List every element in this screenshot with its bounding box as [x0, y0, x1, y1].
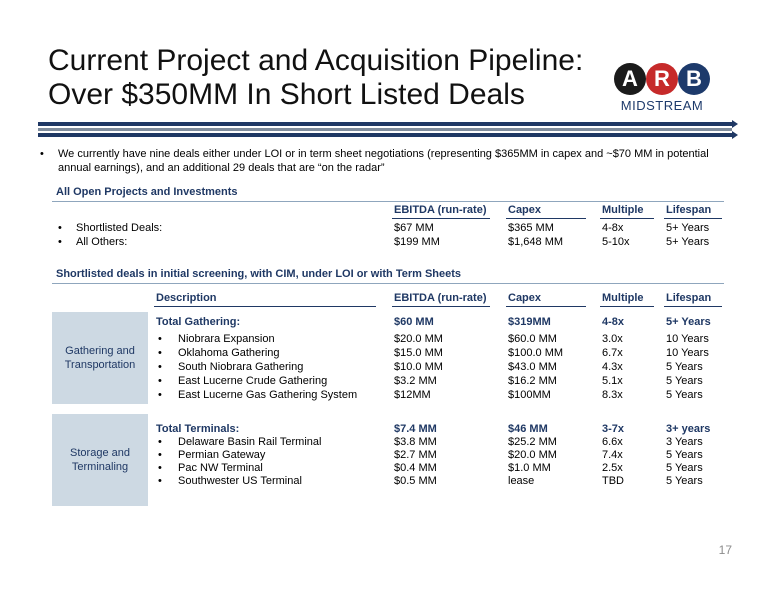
- bullet-dot: •: [158, 436, 162, 448]
- header-divider: [38, 120, 738, 140]
- row-ebitda: $3.2 MM: [394, 375, 437, 387]
- section-1-title-underline: [52, 201, 724, 202]
- row-lifespan: 5 Years: [666, 462, 703, 474]
- row-lifespan: 5+ Years: [666, 222, 710, 234]
- row-lifespan: 5+ Years: [666, 236, 710, 248]
- row-multiple: 5-10x: [602, 236, 630, 248]
- row-label: Oklahoma Gathering: [178, 347, 280, 359]
- row-ebitda: $2.7 MM: [394, 449, 437, 461]
- row-capex: $1.0 MM: [508, 462, 551, 474]
- row-label: All Others:: [76, 236, 128, 248]
- bullet-dot: •: [58, 222, 62, 234]
- bullet-dot: •: [58, 236, 62, 248]
- s1-header-ebitda: EBITDA (run-rate): [394, 204, 487, 216]
- row-lifespan: 10 Years: [666, 333, 709, 345]
- row-capex: $1,648 MM: [508, 236, 564, 248]
- row-label: South Niobrara Gathering: [178, 361, 304, 373]
- logo-subtitle: MIDSTREAM: [620, 98, 704, 113]
- total-capex: $319MM: [508, 316, 551, 328]
- total-lifespan: 3+ years: [666, 423, 711, 435]
- row-multiple: 7.4x: [602, 449, 623, 461]
- row-lifespan: 5 Years: [666, 361, 703, 373]
- arb-midstream-logo: [612, 63, 712, 117]
- bullet-dot: •: [158, 333, 162, 345]
- total-ebitda: $60 MM: [394, 316, 434, 328]
- bullet-dot: •: [158, 475, 162, 487]
- row-label: Pac NW Terminal: [178, 462, 263, 474]
- row-multiple: 6.6x: [602, 436, 623, 448]
- row-ebitda: $199 MM: [394, 236, 440, 248]
- section-1-title: All Open Projects and Investments: [56, 186, 238, 198]
- row-multiple: 5.1x: [602, 375, 623, 387]
- row-label: Southwester US Terminal: [178, 475, 302, 487]
- row-lifespan: 5 Years: [666, 375, 703, 387]
- s1-header-multiple: Multiple: [602, 204, 644, 216]
- s2-capex-underline: [506, 306, 586, 307]
- s2-header-description: Description: [156, 292, 217, 304]
- row-capex: $100.0 MM: [508, 347, 564, 359]
- total-multiple: 3-7x: [602, 423, 625, 435]
- s1-multiple-underline: [600, 218, 654, 219]
- row-capex: $365 MM: [508, 222, 554, 234]
- row-capex: $25.2 MM: [508, 436, 557, 448]
- section-2-title-underline: [52, 283, 724, 284]
- s1-lifespan-underline: [664, 218, 722, 219]
- row-multiple: TBD: [602, 475, 624, 487]
- row-multiple: 4.3x: [602, 361, 623, 373]
- total-ebitda: $7.4 MM: [394, 423, 437, 435]
- category-label: Storage and Terminaling: [70, 447, 130, 473]
- slide-title: [48, 44, 583, 112]
- logo-letter-b: B: [678, 63, 710, 95]
- row-ebitda: $0.4 MM: [394, 462, 437, 474]
- row-capex: lease: [508, 475, 535, 487]
- row-label: East Lucerne Gas Gathering System: [178, 389, 358, 401]
- total-label: Total Terminals:: [156, 423, 240, 435]
- logo-letter-a: A: [614, 63, 646, 95]
- bullet-dot: •: [40, 148, 44, 160]
- s2-header-capex: Capex: [508, 292, 542, 304]
- storage-category-box: [52, 414, 148, 506]
- row-lifespan: 10 Years: [666, 347, 709, 359]
- total-multiple: 4-8x: [602, 316, 625, 328]
- row-ebitda: $3.8 MM: [394, 436, 437, 448]
- row-multiple: 4-8x: [602, 222, 624, 234]
- logo-letter-r: R: [646, 63, 678, 95]
- bullet-dot: •: [158, 361, 162, 373]
- row-label: Permian Gateway: [178, 449, 266, 461]
- s2-ebitda-underline: [392, 306, 490, 307]
- page-number: 17: [718, 543, 732, 557]
- s2-multiple-underline: [600, 306, 654, 307]
- row-label: Niobrara Expansion: [178, 333, 275, 345]
- row-ebitda: $10.0 MM: [394, 361, 443, 373]
- row-lifespan: 5 Years: [666, 389, 703, 401]
- row-multiple: 3.0x: [602, 333, 623, 345]
- total-label: Total Gathering:: [156, 316, 241, 328]
- s2-header-ebitda: EBITDA (run-rate): [394, 292, 487, 304]
- bullet-dot: •: [158, 347, 162, 359]
- s2-description-underline: [154, 306, 376, 307]
- row-capex: $60.0 MM: [508, 333, 557, 345]
- row-ebitda: $67 MM: [394, 222, 434, 234]
- row-capex: $16.2 MM: [508, 375, 557, 387]
- intro-bullet: [40, 147, 718, 175]
- bullet-dot: •: [158, 462, 162, 474]
- row-multiple: 6.7x: [602, 347, 623, 359]
- row-ebitda: $15.0 MM: [394, 347, 443, 359]
- total-lifespan: 5+ Years: [666, 316, 711, 328]
- row-capex: $43.0 MM: [508, 361, 557, 373]
- row-ebitda: $0.5 MM: [394, 475, 437, 487]
- s1-header-lifespan: Lifespan: [666, 204, 712, 216]
- bullet-dot: •: [158, 389, 162, 401]
- title-line-2: Over $350MM In Short Listed Deals: [48, 78, 525, 111]
- row-lifespan: 5 Years: [666, 475, 703, 487]
- row-capex: $20.0 MM: [508, 449, 557, 461]
- section-2-title: Shortlisted deals in initial screening, with CIM, under LOI or with Term Sheets: [56, 268, 462, 280]
- row-multiple: 2.5x: [602, 462, 623, 474]
- s1-ebitda-underline: [392, 218, 490, 219]
- category-label: Gathering and Transportation: [64, 345, 136, 371]
- bullet-dot: •: [158, 375, 162, 387]
- row-ebitda: $12MM: [394, 389, 431, 401]
- row-lifespan: 3 Years: [666, 436, 703, 448]
- row-lifespan: 5 Years: [666, 449, 703, 461]
- row-multiple: 8.3x: [602, 389, 623, 401]
- row-label: Delaware Basin Rail Terminal: [178, 436, 322, 448]
- s2-lifespan-underline: [664, 306, 722, 307]
- s2-header-lifespan: Lifespan: [666, 292, 712, 304]
- intro-text: We currently have nine deals either under LOI or in term sheet negotiations (representing $365MM in capex and ~$70 MM in potential annual earnings), and an additional 29 deals that are “on the radar”: [58, 148, 709, 174]
- row-capex: $100MM: [508, 389, 551, 401]
- s2-header-multiple: Multiple: [602, 292, 644, 304]
- row-label: Shortlisted Deals:: [76, 222, 163, 234]
- s1-capex-underline: [506, 218, 586, 219]
- total-capex: $46 MM: [508, 423, 548, 435]
- row-ebitda: $20.0 MM: [394, 333, 443, 345]
- row-label: East Lucerne Crude Gathering: [178, 375, 328, 387]
- gathering-category-box: [52, 312, 148, 404]
- title-line-1: Current Project and Acquisition Pipeline:: [48, 44, 584, 77]
- bullet-dot: •: [158, 449, 162, 461]
- s1-header-capex: Capex: [508, 204, 542, 216]
